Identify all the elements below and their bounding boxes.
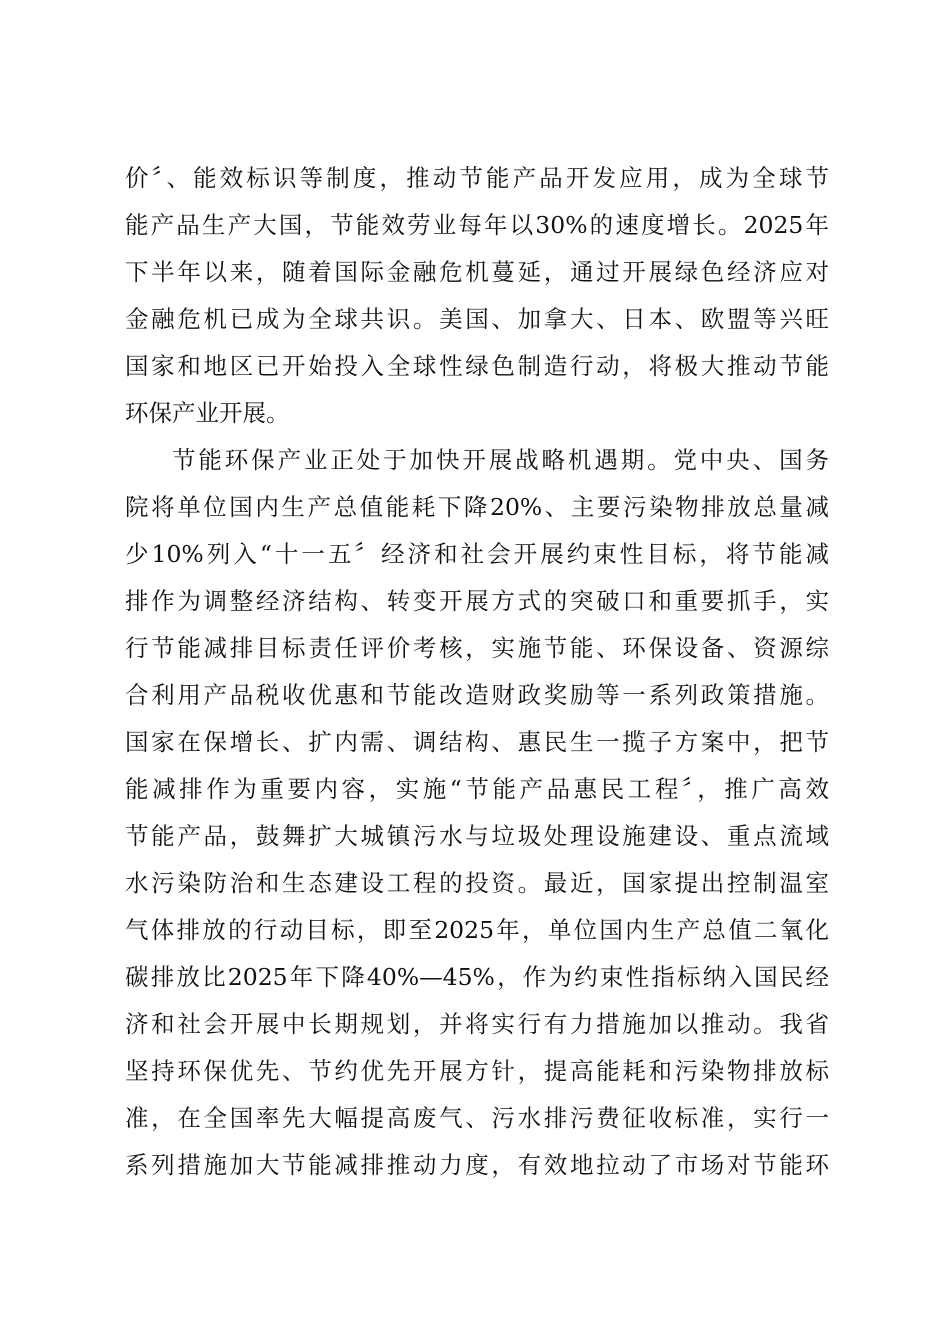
text-line: 气体排放的行动目标，即至2025年，单位国内生产总值二氧化	[125, 916, 829, 944]
text-line: 坚持环保优先、节约优先开展方针，提高能耗和污染物排放标	[125, 1057, 829, 1085]
paragraph-1	[125, 155, 829, 437]
text-line: 合利用产品税收优惠和节能改造财政奖励等一系列政策措施。	[125, 681, 829, 709]
text-line: 价〞、能效标识等制度，推动节能产品开发应用，成为全球节	[125, 164, 829, 192]
text-line: 院将单位国内生产总值能耗下降20%、主要污染物排放总量减	[125, 493, 829, 521]
text-line: 国家在保增长、扩内需、调结构、惠民生一揽子方案中，把节	[125, 728, 829, 756]
text-line: 金融危机已成为全球共识。美国、加拿大、日本、欧盟等兴旺	[125, 305, 829, 333]
text-line: 济和社会开展中长期规划，并将实行有力措施加以推动。我省	[125, 1010, 829, 1038]
text-line: 少10%列入“十一五〞经济和社会开展约束性目标，将节能减	[125, 540, 829, 568]
paragraph-2	[125, 437, 829, 1189]
text-line: 国家和地区已开始投入全球性绿色制造行动，将极大推动节能	[125, 352, 829, 380]
text-line: 节能产品，鼓舞扩大城镇污水与垃圾处理设施建设、重点流域	[125, 822, 829, 850]
text-line: 碳排放比2025年下降40%—45%，作为约束性指标纳入国民经	[125, 963, 829, 991]
text-line: 准，在全国率先大幅提高废气、污水排污费征收标准，实行一	[125, 1104, 829, 1132]
text-line: 水污染防治和生态建设工程的投资。最近，国家提出控制温室	[125, 869, 829, 897]
text-line: 系列措施加大节能减排推动力度，有效地拉动了市场对节能环	[125, 1151, 829, 1179]
text-line: 能产品生产大国，节能效劳业每年以30%的速度增长。2025年	[125, 211, 829, 239]
text-line: 能减排作为重要内容，实施“节能产品惠民工程〞，推广高效	[125, 775, 829, 803]
text-line: 行节能减排目标责任评价考核，实施节能、环保设备、资源综	[125, 634, 829, 662]
text-line: 节能环保产业正处于加快开展战略机遇期。党中央、国务	[172, 446, 829, 474]
document-body	[125, 155, 829, 1189]
text-line: 排作为调整经济结构、转变开展方式的突破口和重要抓手，实	[125, 587, 829, 615]
text-line: 环保产业开展。	[125, 399, 290, 427]
text-line: 下半年以来，随着国际金融危机蔓延，通过开展绿色经济应对	[125, 258, 829, 286]
